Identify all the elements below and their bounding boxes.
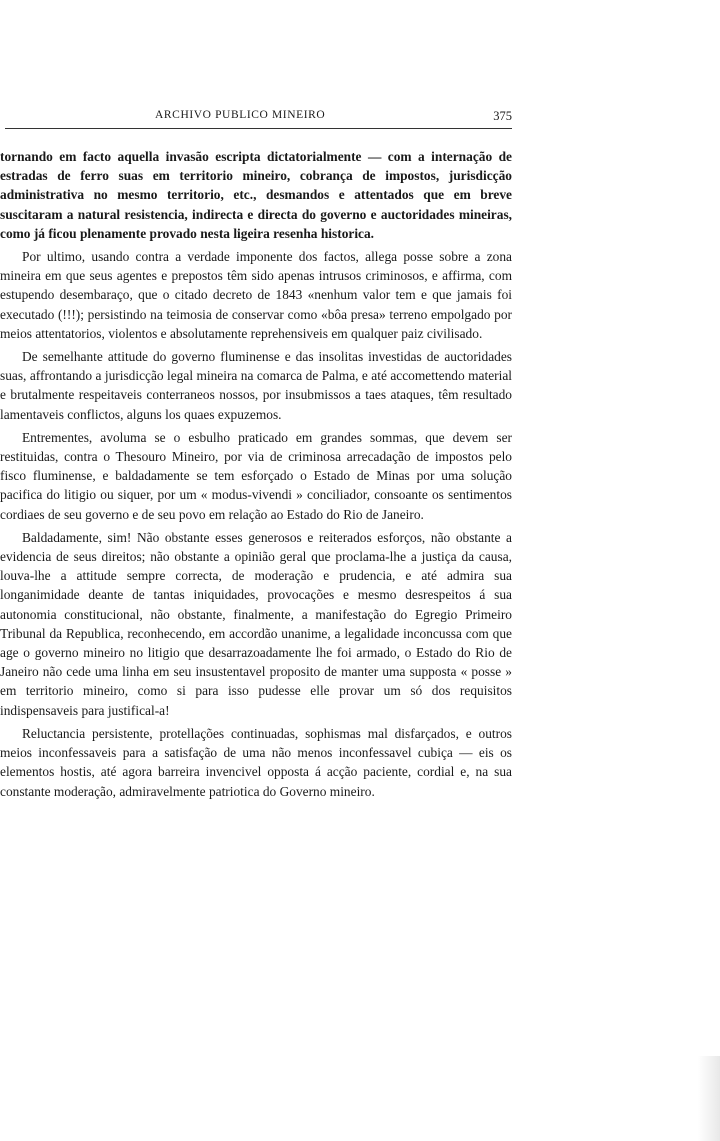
running-title: ARCHIVO PUBLICO MINEIRO: [155, 109, 326, 121]
page-edge-shadow: [698, 1056, 720, 1141]
body-text: [0, 147, 512, 805]
paragraph: Baldadamente, sim! Não obstante esses generosos e reiterados esforços, não obstante a evidencia de seus direitos; não obstante a opinião geral que proclama-lhe a justiça da causa, louva-lhe a attitude sempre correcta, de moderação e prudencia, e até admira sua longanimidade deante de tantas iniquidades, provocações e mesmo desrespeitos á sua autonomia constitucional, não obstante, finalmente, a manifestação do Egregio Primeiro Tribunal da Republica, reconhecendo, em accordão unanime, a legalidade inconcussa com que age o governo mineiro no litigio que desarrazoadamente lhe foi armado, o Estado do Rio de Janeiro não cede uma linha em seu insustentavel proposito de manter uma supposta « posse » em territorio mineiro, como si para isso pudesse elle provar um só dos requisitos indispensaveis para justifical-a!: [0, 529, 512, 718]
paragraph: tornando em facto aquella invasão escripta dictatorialmente — com a internação de estradas de ferro suas em territorio mineiro, cobrança de impostos, jurisdicção administrativa no mesmo territorio, etc., desmandos e attentados que em breve suscitaram a natural resistencia, indirecta e directa do governo e auctoridades mineiras, como já ficou plenamente provado nesta ligeira resenha historica.: [0, 149, 512, 241]
header-rule: [5, 128, 512, 129]
paragraph: Entrementes, avoluma se o esbulho praticado em grandes sommas, que devem ser restituidas, contra o Thesouro Mineiro, por via de criminosa arrecadação de impostos pelo fisco fluminense, e baldadamente se tem esforçado o Estado de Minas por uma solução pacifica do litigio ou siquer, por um « modus-vivendi » conciliador, consoante os sentimentos cordiaes de seu governo e de seu povo em relação ao Estado do Rio de Janeiro.: [0, 429, 512, 522]
paragraph: Por ultimo, usando contra a verdade imponente dos factos, allega posse sobre a zona mineira em que seus agentes e prepostos têm sido apenas intrusos criminosos, e affirma, com estupendo desembaraço, que o citado decreto de 1843 «nenhum valor tem e que jamais foi executado (!!!); persistindo na teimosia de conservar como «bôa presa» terreno empolgado por meios attentatorios, violentos e absolutamente reprehensiveis em qualquer paiz civilisado.: [0, 249, 512, 341]
paragraph: Reluctancia persistente, protellações continuadas, sophismas mal disfarçados, e outros meios inconfessaveis para a satisfação de uma não menos inconfessavel cubiça — eis os elementos hostis, até agora barreira invencivel opposta á acção paciente, cordial e, na sua constante moderação, admiravelmente patriotica do Governo mineiro.: [0, 725, 512, 799]
running-head: [0, 109, 512, 125]
paragraph: De semelhante attitude do governo fluminense e das insolitas investidas de auctoridades suas, affrontando a jurisdicção legal mineira na comarca de Palma, e até accomettendo material e brutalmente respeitaveis conterraneos nossos, por insubmissos a taes ataques, têm resultado lamentaveis conflictos, alguns los quaes expuzemos.: [0, 349, 512, 422]
page-number: 375: [493, 109, 512, 123]
